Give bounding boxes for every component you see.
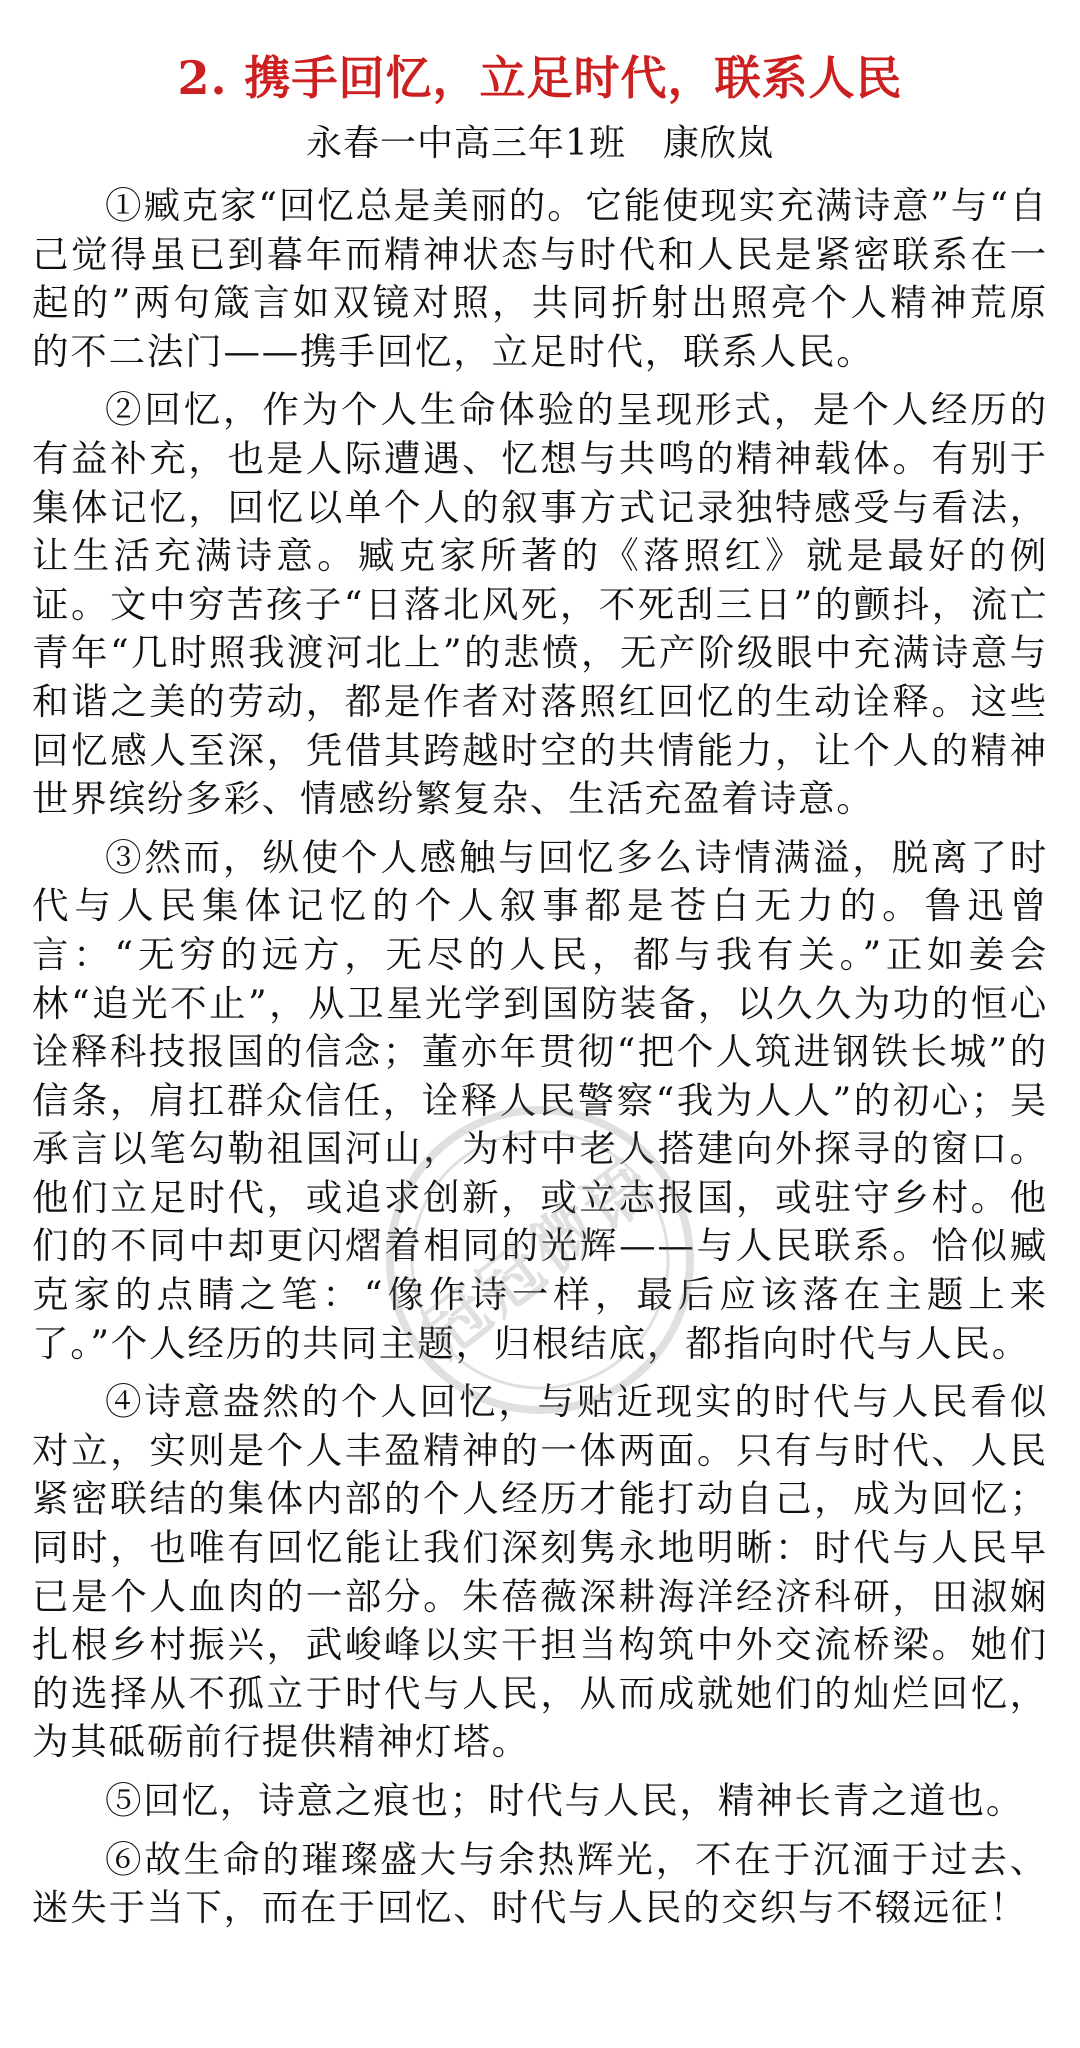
svg-text:冠冠微语: 冠冠微语 xyxy=(409,1146,670,1373)
paragraph-5: ⑤回忆，诗意之痕也；时代与人民，精神长青之道也。 xyxy=(105,1779,1025,1822)
paragraph-2: ②回忆，作为个人生命体验的呈现形式，是个人经历的有益补充，也是人际遭遇、忆想与共鸣的精神载体。有别于集体记忆，回忆以单个人的叙事方式记录独特感受与看法，让生活充满诗意。臧克家所著的《落照红》就是最好的例证。文中穷苦孩子“日落北风死，不死刮三日”的颤抖，流亡青年“几时照我渡河北上”的悲愤，无产阶级眼中充满诗意与和谐之美的劳动，都是作者对落照红回忆的生动诠释。这些回忆感人至深，凭借其跨越时空的共情能力，让个人的精神世界缤纷多彩、情感纷繁复杂、生活充盈着诗意。 xyxy=(32,388,1048,821)
paragraph-3: ③然而，纵使个人感触与回忆多么诗情满溢，脱离了时代与人民集体记忆的个人叙事都是苍白无力的。鲁迅曾言：“无穷的远方，无尽的人民，都与我有关。”正如姜会林“追光不止”，从卫星光学到国防装备，以久久为功的恒心诠释科技报国的信念；董亦年贯彻“把个人筑进钢铁长城”的信条，肩扛群众信任，诠释人民警察“我为人人”的初心；吴承言以笔勾勒祖国河山，为村中老人搭建向外探寻的窗口。他们立足时代，或追求创新，或立志报国，或驻守乡村。他们的不同中却更闪熠着相同的光辉——与人民联系。恰似臧克家的点睛之笔：“像作诗一样，最后应该落在主题上来了。”个人经历的共同主题，归根结底，都指向时代与人民。 xyxy=(32,835,1048,1365)
paragraph-6: ⑥故生命的璀璨盛大与余热辉光，不在于沉湎于过去、迷失于当下，而在于回忆、时代与人民的交织与不辍远征！ xyxy=(32,1837,1048,1930)
paragraph-1: ①臧克家“回忆总是美丽的。它能使现实充满诗意”与“自己觉得虽已到暮年而精神状态与时代和人民是紧密联系在一起的”两句箴言如双镜对照，共同折射出照亮个人精神荒原的不二法门——携手回忆，立足时代，联系人民。 xyxy=(32,184,1048,373)
page-title: 2. 携手回忆，立足时代，联系人民 xyxy=(177,51,903,105)
author-line: 永春一中高三年1班 康欣岚 xyxy=(306,123,774,164)
paragraph-4: ④诗意盎然的个人回忆，与贴近现实的时代与人民看似对立，实则是个人丰盈精神的一体两面。只有与时代、人民紧密联结的集体内部的个人经历才能打动自己，成为回忆；同时，也唯有回忆能让我们深刻隽永地明晰：时代与人民早已是个人血肉的一部分。朱蓓薇深耕海洋经济科研，田淑娴扎根乡村振兴，武峻峰以实干担当构筑中外交流桥梁。她们的选择从不孤立于时代与人民，从而成就她们的灿烂回忆，为其砥砺前行提供精神灯塔。 xyxy=(32,1380,1048,1764)
